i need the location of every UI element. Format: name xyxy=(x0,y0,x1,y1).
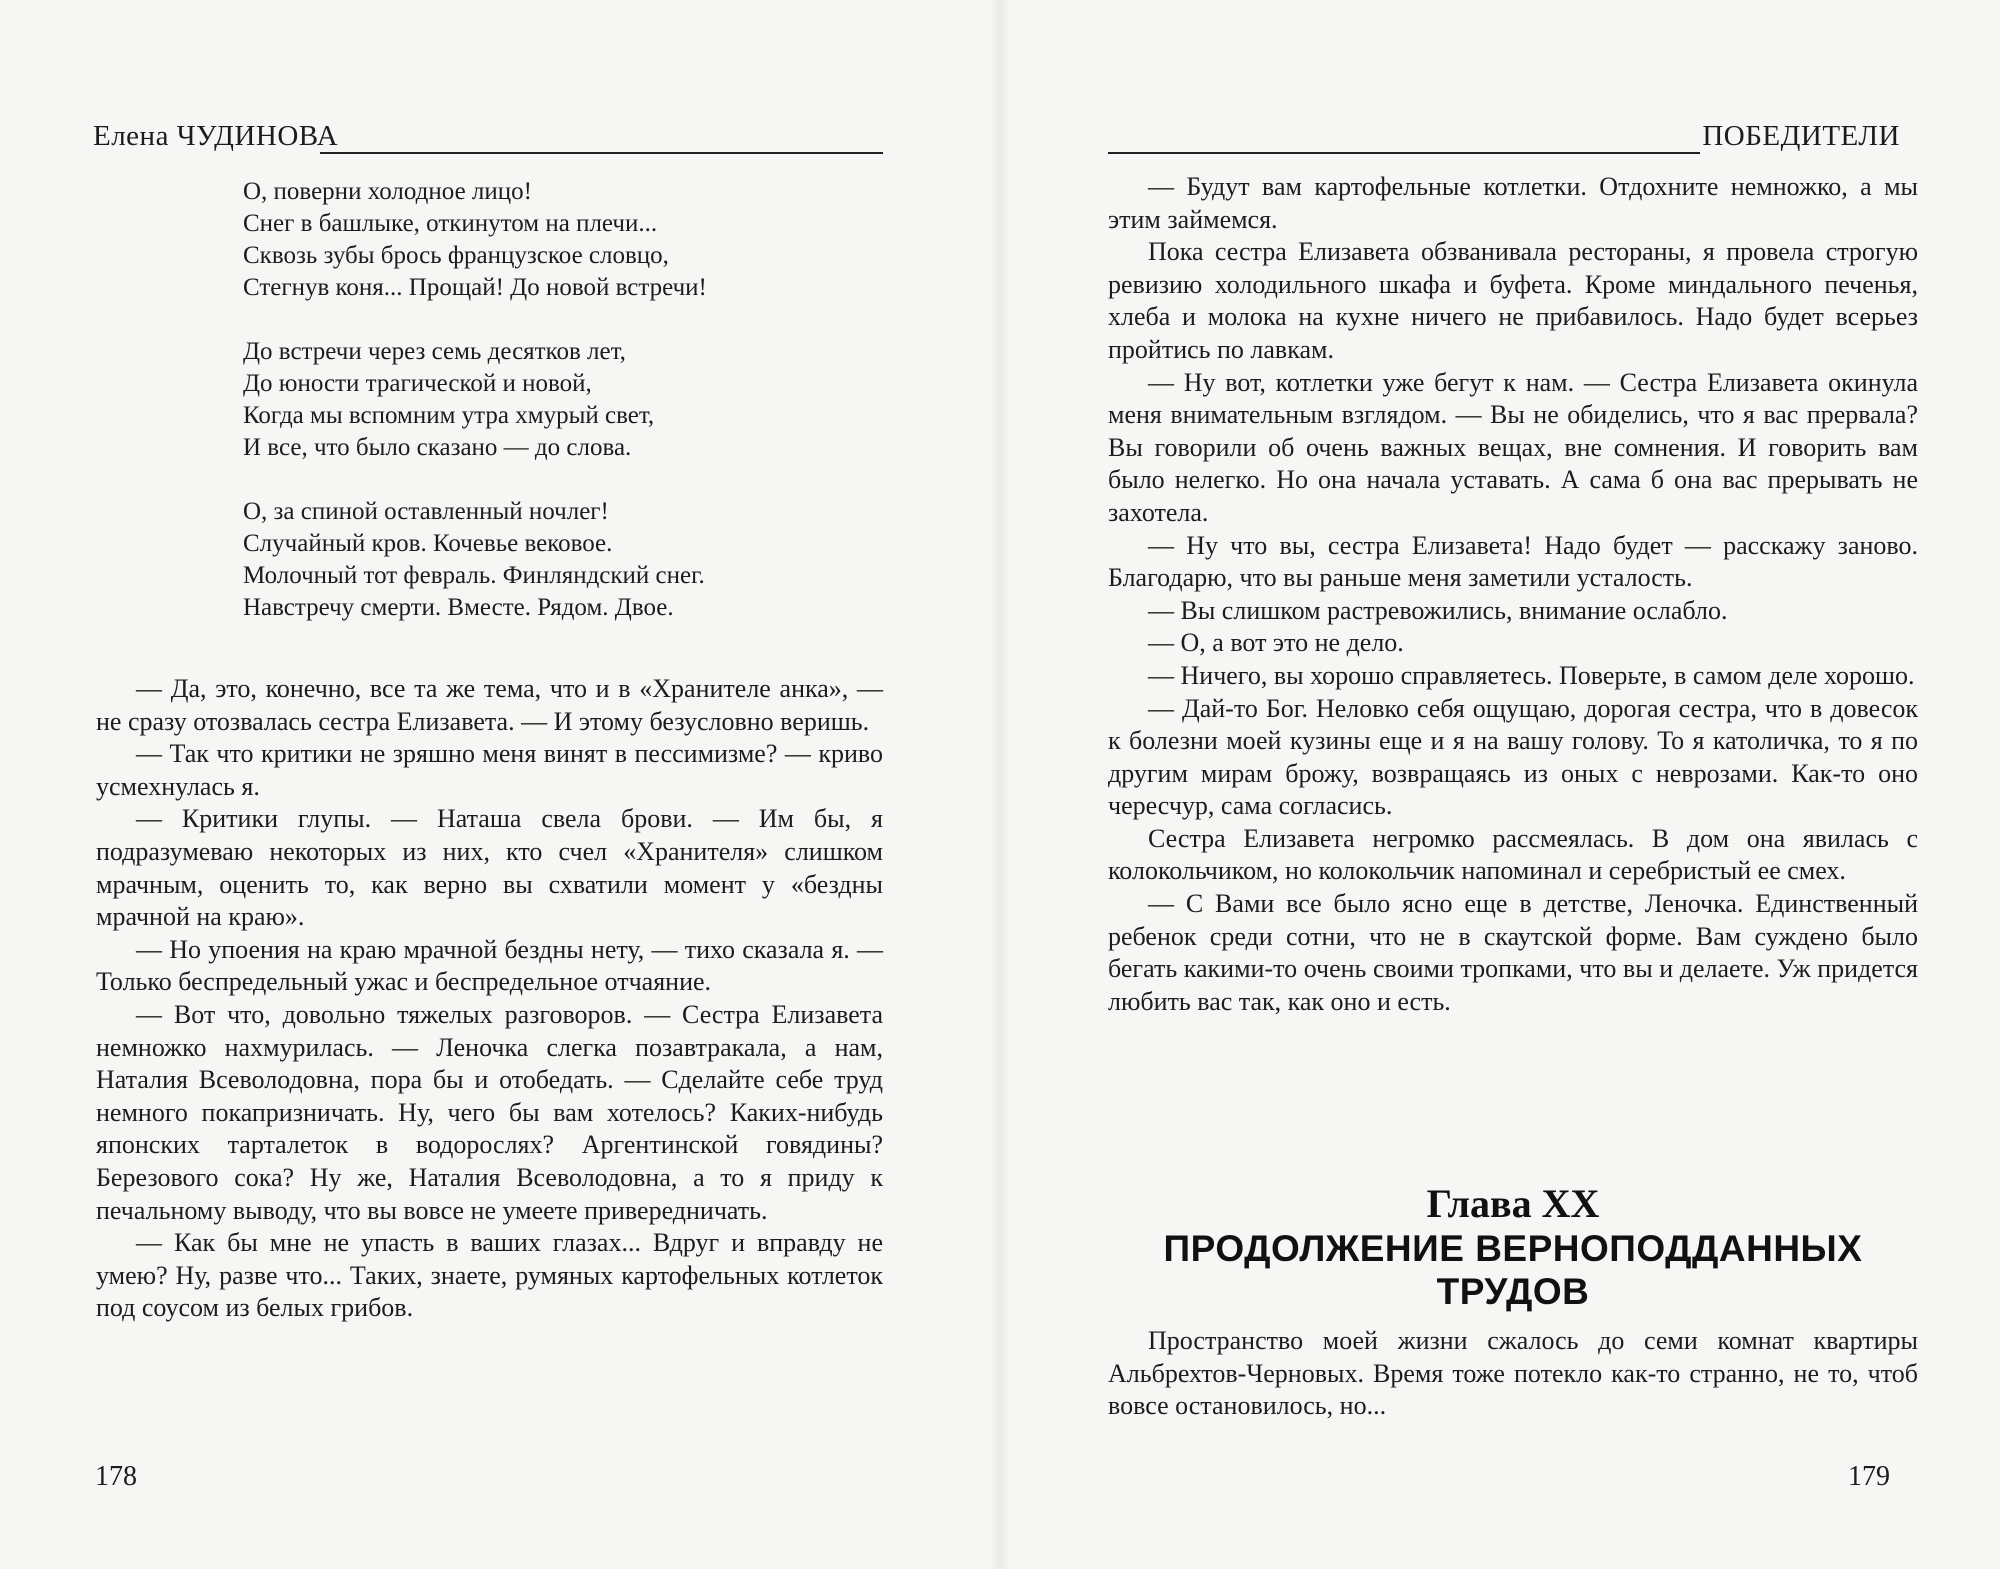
body-text xyxy=(96,673,883,1325)
header-rule xyxy=(1108,152,1700,154)
paragraph: — Но упоения на краю мрачной бездны нету, — тихо сказала я. — Только беспредельный ужас и беспредельное отчаяние. xyxy=(96,934,883,997)
poem-line: Сквозь зубы брось французское словцо, xyxy=(243,242,669,269)
poem-line: Молочный тот февраль. Финляндский снег. xyxy=(243,562,705,589)
paragraph: — Ну что вы, сестра Елизавета! Надо будет — расскажу заново. Благодарю, что вы раньше меня заметили усталость. xyxy=(1108,530,1918,593)
poem-stanza xyxy=(243,496,863,624)
paragraph: — Ну вот, котлетки уже бегут к нам. — Сестра Елизавета окинула меня внимательным взглядом. — Вы не обиделись, что я вас прервала? Вы говорили об очень важных вещах, вне сомнения. И говорить вам было нелегко. Но она начала уставать. А сама б она вас прерывать не захотела. xyxy=(1108,367,1918,527)
chapter-title: ПРОДОЛЖЕНИЕ ВЕРНОПОДДАННЫХ ТРУДОВ xyxy=(1163,1228,1863,1312)
poem-line: Случайный кров. Кочевье вековое. xyxy=(243,530,613,557)
chapter-heading xyxy=(1108,1182,1918,1313)
paragraph: — Критики глупы. — Наташа свела брови. — Им бы, я подразумеваю некоторых из них, кто счел «Хранителя» слишком мрачным, оценить то, как верно вы схватили момент у «бездны мрачной на краю». xyxy=(96,804,883,932)
running-head-title: ПОБЕДИТЕЛИ xyxy=(1702,120,1900,152)
paragraph: Сестра Елизавета негромко рассмеялась. В дом она явилась с колокольчиком, но колокольчик напоминал и серебристый ее смех. xyxy=(1108,823,1918,886)
poem-line: До встречи через семь десятков лет, xyxy=(243,338,626,365)
paragraph: Пока сестра Елизавета обзванивала рестораны, я провела строгую ревизию холодильного шкафа и буфета. Кроме миндального печенья, хлеба и молока на кухне ничего не прибавилось. Надо будет всерьез пройтись по лавкам. xyxy=(1108,237,1918,364)
paragraph: — С Вами все было ясно еще в детстве, Леночка. Единственный ребенок среди сотни, что не в скаутской форме. Вам суждено было бегать какими-то очень своими тропками, что вы и делаете. Уж придется любить вас так, как оно и есть. xyxy=(1108,889,1918,1016)
poem-stanza xyxy=(243,336,863,464)
paragraph: — О, а вот это не дело. xyxy=(1148,628,1404,658)
poem-line: Снег в башлыке, откинутом на плечи... xyxy=(243,210,658,237)
paragraph: — Вот что, довольно тяжелых разговоров. — Сестра Елизавета немножко нахмурилась. — Леночка слегка позавтракала, а нам, Наталия Всеволодовна, пора бы и отобедать. — Сделайте себе труд немного покапризничать. Ну, чего бы вам хотелось? Каких-нибудь японских тарталеток в водорослях? Аргентинской говядины? Березового сока? Ну же, Наталия Всеволодовна, а то я приду к печальному выводу, что вы вовсе не умеете привередничать. xyxy=(96,999,883,1225)
chapter-number: Глава XX xyxy=(1426,1181,1600,1226)
paragraph: — Дай-то Бог. Неловко себя ощущаю, дорогая сестра, что в довесок к болезни моей кузины еще и я на вашу голову. То я католичка, то я по другим мирам брожу, возвращаясь из оных с неврозами. Как-то оно чересчур, сама согласись. xyxy=(1108,693,1918,821)
paragraph: — Да, это, конечно, все та же тема, что и в «Хранителе анка», — не сразу отозвалась сестра Елизавета. — И этому безусловно веришь. xyxy=(96,674,883,736)
poem-stanza xyxy=(243,176,863,304)
running-head-author: Елена ЧУДИНОВА xyxy=(93,120,339,152)
page-number: 178 xyxy=(95,1461,137,1492)
page-number: 179 xyxy=(1848,1461,1890,1492)
paragraph: Пространство моей жизни сжалось до семи комнат квартиры Альбрехтов-Черновых. Время тоже потекло как-то странно, не то, чтоб вовсе остановилось, но... xyxy=(1108,1326,1918,1421)
poem-line: О, за спиной оставленный ночлег! xyxy=(243,498,609,525)
header-rule xyxy=(320,152,883,154)
poem-line: О, поверни холодное лицо! xyxy=(243,178,532,205)
poem-line: Стегнув коня... Прощай! До новой встречи! xyxy=(243,274,707,301)
poem xyxy=(243,176,863,624)
paragraph: — Будут вам картофельные котлетки. Отдохните немножко, а мы этим займемся. xyxy=(1108,172,1918,234)
poem-line: До юности трагической и новой, xyxy=(243,370,592,397)
poem-line: Когда мы вспомним утра хмурый свет, xyxy=(243,402,655,429)
poem-line: И все, что было сказано — до слова. xyxy=(243,434,632,461)
body-text xyxy=(1108,171,1918,1018)
poem-line: Навстречу смерти. Вместе. Рядом. Двое. xyxy=(243,594,674,621)
right-page xyxy=(1000,0,2000,1569)
body-text xyxy=(1108,1325,1918,1423)
paragraph: — Вы слишком растревожились, внимание ослабло. xyxy=(1148,595,1728,625)
paragraph: — Как бы мне не упасть в ваших глазах... Вдруг и вправду не умею? Ну, разве что... Таких, знаете, румяных картофельных котлеток под соусом из белых грибов. xyxy=(96,1228,883,1323)
paragraph: — Ничего, вы хорошо справляетесь. Поверьте, в самом деле хорошо. xyxy=(1148,660,1915,690)
paragraph: — Так что критики не зряшно меня винят в пессимизме? — криво усмехнулась я. xyxy=(96,739,883,801)
